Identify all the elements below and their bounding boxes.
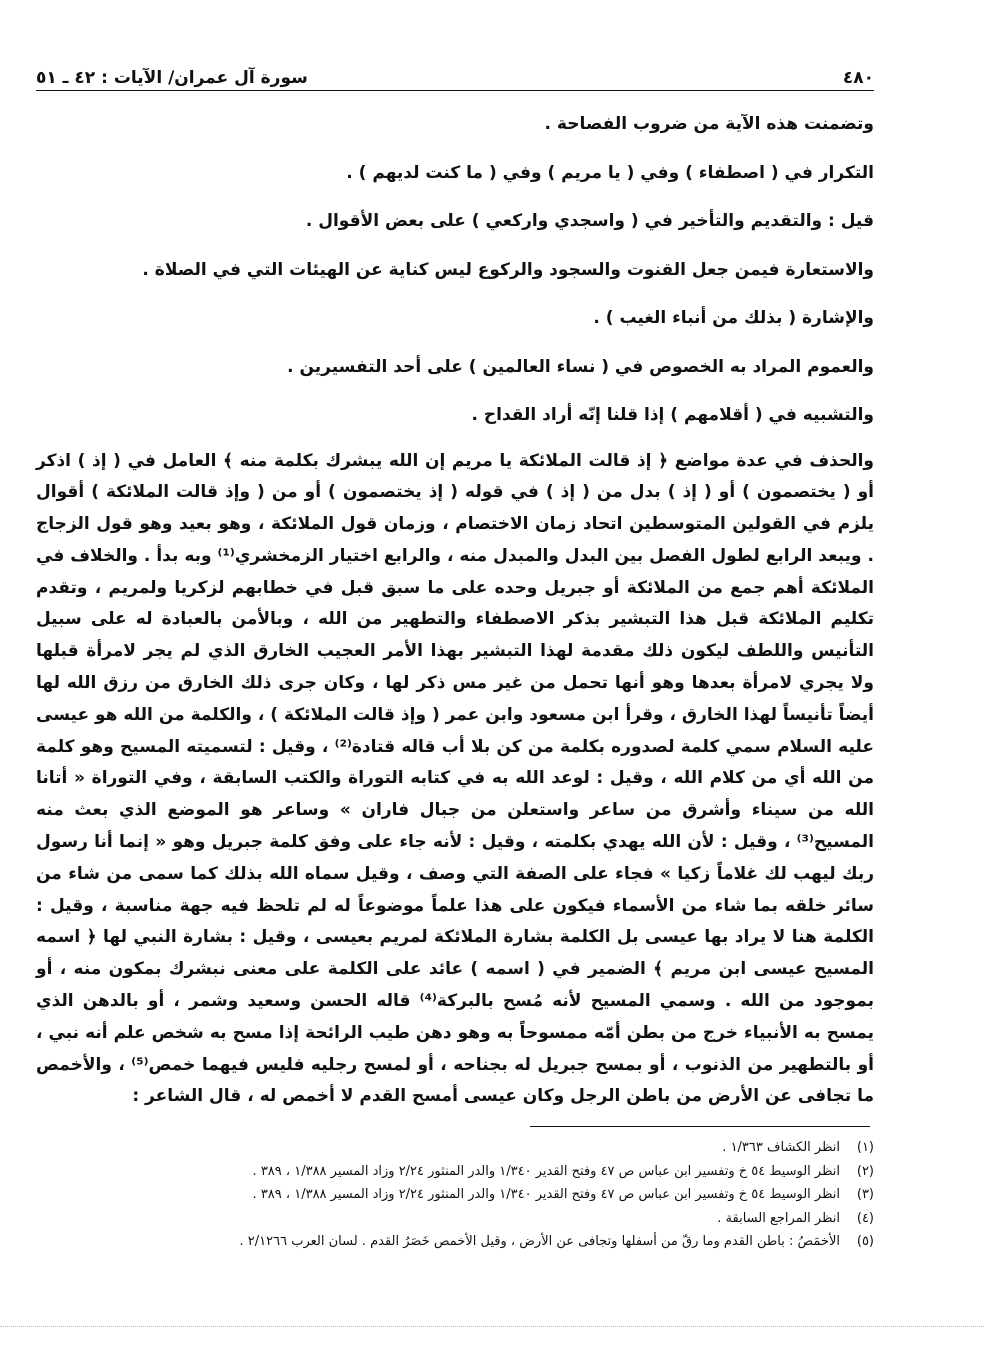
running-header: [36, 58, 874, 88]
footnote-text: انظر الكشاف ١/٣٦٣ .: [722, 1140, 840, 1155]
header-title: سورة آل عمران/ الآيات : ٤٢ ـ ٥١: [36, 68, 308, 88]
text-line: وتضمنت هذه الآية من ضروب الفصاحة .: [544, 114, 874, 134]
scan-edge-noise: [0, 1326, 984, 1337]
main-text: [36, 100, 874, 1113]
text-line: والعموم المراد به الخصوص في ( نساء العالمين ) على أحد التفسيرين .: [287, 356, 874, 377]
text-line: قيل : والتقديم والتأخير في ( واسجدي واركعي ) على بعض الأقوال .: [305, 211, 874, 231]
footnote: [36, 1183, 874, 1207]
footnote-text: انظر الوسيط ٥٤ خ وتفسير ابن عباس ص ٤٧ وفتح القدير ١/٣٤٠ والدر المنثور ٢/٢٤ وزاد المسير ١/٣٨٨ ، ٣٨٩ .: [252, 1163, 840, 1179]
footnote-rule: [530, 1126, 870, 1127]
footnote: [36, 1136, 874, 1160]
page-number: ٤٨٠: [842, 68, 874, 88]
footnote-text: انظر المراجع السابقة .: [717, 1210, 840, 1226]
main-paragraph: والحذف في عدة مواضع ﴿ إذ قالت الملائكة يا مريم إن الله يبشرك بكلمة منه ﴾ العامل في ( إذ ) اذكر أو ( يختصمون ) أو ( إذ ) بدل من ( إذ ) في قوله ( إذ يختصمون ) أو من ( وإذ قالت الملائكة ) أقوال يلزم في القولين المتوسطين اتحاد زمان الاختصام ، وزمان قول الملائكة ، وهو بعيد وهو قول الزجاج . ويبعد الرابع لطول الفصل بين البدل والمبدل منه ، والرابع اختيار الزمخشري⁽¹⁾ وبه بدأ . والخلاف في الملائكة أهم جمع من الملائكة أو جبريل وحده على ما سبق قبل في خطابهم لزكريا ولمريم ، وتقدم تكليم الملائكة قبل هذا التبشير بذكر الاصطفاء والتطهير من الله ، وبالأمن بالعبادة له على سبيل التأنيس واللطف ليكون ذلك مقدمة لهذا التبشير بهذا الأمر العجيب الخارق الذي لم يجر لامرأة قبلها ولا يجري لامرأة بعدها وهو أنها تحمل من غير مس ذكر لها ، وكان جرى ذلك الخارق من رزق الله لها أيضاً تأنيساً لهذا الخارق ، وقرأ ابن مسعود وابن عمر ( وإذ قالت الملائكة ) ، والكلمة من الله هو عيسى عليه السلام سمي كلمة لصدوره بكلمة من كن بلا أب قاله قتادة⁽²⁾ ، وقيل : لتسميته المسيح وهو كلمة من الله أي من كلام الله ، وقيل : لوعد الله به في كتابه التوراة والكتب السابقة ، وفي التوراة « أتانا الله من سيناء وأشرق من ساعر واستعلن من جبال فاران » وساعر هو الموضع الذي بعث منه المسيح⁽³⁾ ، وقيل : لأن الله يهدي بكلمته ، وقيل : لأنه جاء على وفق كلمة جبريل وهو « إنما أنا رسول ربك ليهب لك غلاماً زكيا » فجاء على الصفة التي وصف ، وقيل سماه الله بذلك كما سمى من شاء من سائر خلقه بما شاء من الأسماء فيكون على هذا علماً موضوعاً له لم تلحظ فيه جهة مناسبة ، وقيل : الكلمة هنا لا يراد بها عيسى بل الكلمة بشارة الملائكة لمريم بعيسى ، وقيل : بشارة النبي لها ﴿ اسمه المسيح عيسى ابن مريم ﴾ الضمير في ( اسمه ) عائد على الكلمة على معنى نبشرك بمكون منه ، أو بموجود من الله . وسمي المسيح لأنه مُسح بالبركة⁽⁴⁾ قاله الحسن وسعيد وشمر ، أو بالدهن الذي يمسح به الأنبياء خرج من بطن أمّه ممسوحاً به وهو دهن طيب الرائحة إذا مسح به شخص علم أنه نبي ، أو بالتطهير من الذنوب ، أو بمسح جبريل له بجناحه ، أو لمسح رجليه فليس فيهما خمص⁽⁵⁾ ، والأخمص ما تجافى عن الأرض من باطن الرجل وكان عيسى أمسح القدم لا أخمص له ، قال الشاعر :: [36, 450, 874, 1107]
footnote: [36, 1160, 874, 1184]
text-line: التكرار في ( اصطفاء ) وفي ( يا مريم ) وفي ( ما كنت لديهم ) .: [346, 162, 874, 183]
footnote-number: (٣): [856, 1187, 874, 1202]
footnote-text: الأخمَصُ : باطن القدم وما رقّ من أسفلها وتجافى عن الأرض ، وقيل الأخمص خَصَرُ القدم . لسان العرب ٢/١٢٦٦ .: [239, 1234, 840, 1249]
text-line: والإشارة ( بذلك من أنباء الغيب ) .: [593, 308, 874, 328]
footnote: [36, 1230, 874, 1254]
footnotes: [36, 1136, 874, 1254]
header-rule: [36, 90, 874, 91]
footnote-text: انظر الوسيط ٥٤ خ وتفسير ابن عباس ص ٤٧ وفتح القدير ١/٣٤٠ والدر المنثور ٢/٢٤ وزاد المسير ١/٣٨٨ ، ٣٨٩ .: [252, 1187, 840, 1202]
text-line: والتشبيه في ( أقلامهم ) إذا قلنا إنّه أراد القداح .: [471, 405, 874, 425]
footnote-number: (٥): [856, 1234, 874, 1249]
footnote-number: (١): [856, 1140, 874, 1155]
footnote-number: (٤): [856, 1210, 874, 1226]
text-line: والاستعارة فيمن جعل القنوت والسجود والركوع ليس كناية عن الهيئات التي في الصلاة .: [142, 259, 874, 280]
footnote: [36, 1207, 874, 1231]
footnote-number: (٢): [856, 1163, 874, 1179]
